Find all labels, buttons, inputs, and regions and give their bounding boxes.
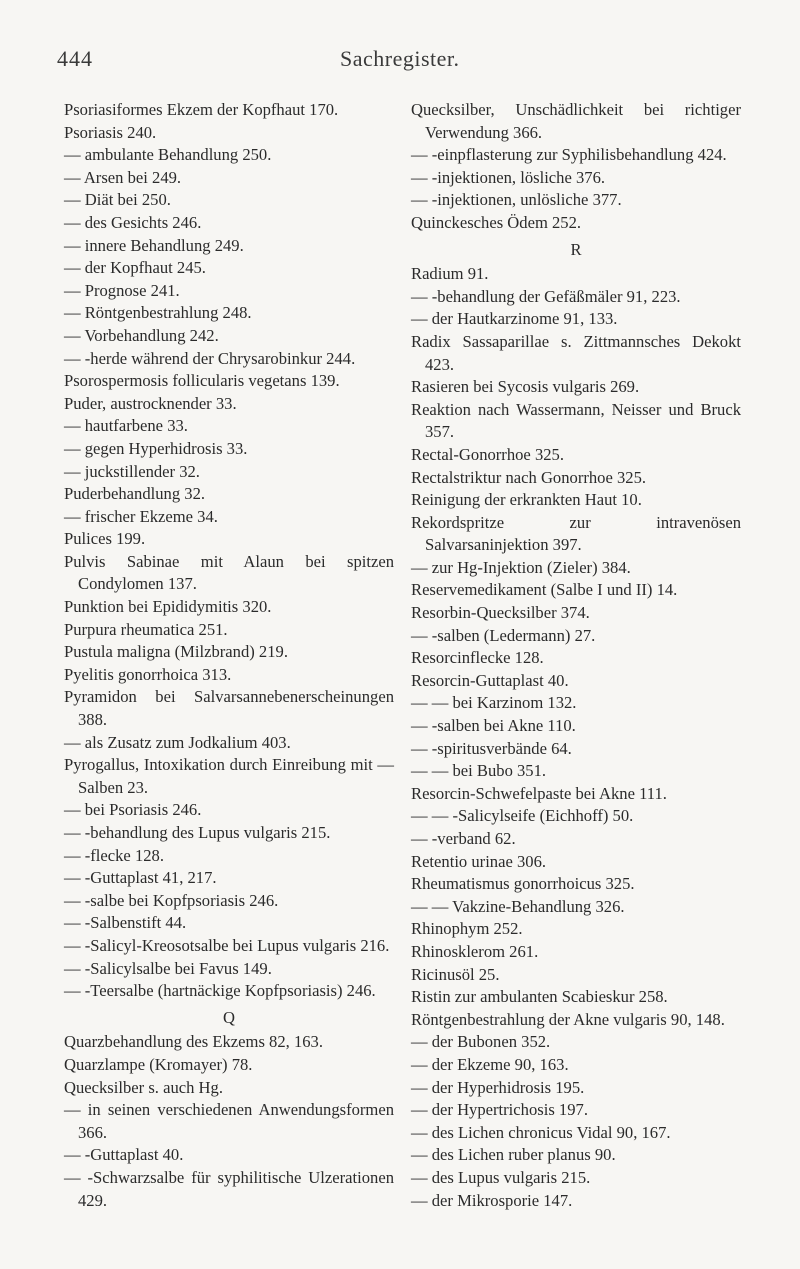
index-entry: — -spiritusverbände 64.: [411, 738, 572, 758]
index-entry: — — -Salicylseife (Eichhoff) 50.: [411, 806, 634, 826]
index-entry: Resorcinflecke 128.: [411, 648, 544, 668]
index-entry: — -injektionen, unlösliche 377.: [411, 190, 622, 210]
index-entry: Resorbin-Quecksilber 374.: [411, 603, 590, 623]
index-entry: — Röntgenbestrahlung 248.: [64, 303, 252, 323]
index-entry: — -herde während der Chrysarobinkur 244.: [64, 348, 356, 368]
index-entry: Psoriasis 240.: [64, 122, 157, 142]
index-entry: Punktion bei Epididymitis 320.: [64, 597, 272, 617]
index-entry: — innere Behandlung 249.: [64, 235, 244, 255]
index-entry: — — bei Bubo 351.: [411, 761, 547, 781]
index-list-q-continued: [411, 99, 741, 235]
index-entry: — der Mikrosporie 147.: [411, 1190, 573, 1210]
index-entry: — -injektionen, lösliche 376.: [411, 167, 606, 187]
index-entry: — der Ekzeme 90, 163.: [411, 1054, 569, 1074]
index-entry: — des Gesichts 246.: [64, 212, 202, 232]
index-entry: Resorcin-Schwefelpaste bei Akne 111.: [411, 783, 667, 803]
section-letter-q: Q: [223, 1007, 235, 1027]
index-entry: — -Schwarzsalbe für syphilitische Ulzerationen 429.: [64, 1167, 394, 1210]
index-list-p: [64, 99, 394, 1003]
index-entry: — -behandlung der Gefäßmäler 91, 223.: [411, 286, 681, 306]
index-entry: — zur Hg-Injektion (Zieler) 384.: [411, 557, 631, 577]
index-entry: — Vorbehandlung 242.: [64, 325, 219, 345]
index-entry: — ambulante Behandlung 250.: [64, 145, 272, 165]
index-list-r: [411, 263, 741, 1212]
index-entry: Rhinosklerom 261.: [411, 941, 539, 961]
index-entry: — -Salicylsalbe bei Favus 149.: [64, 958, 272, 978]
index-entry: Reservemedikament (Salbe I und II) 14.: [411, 580, 678, 600]
index-entry: Rasieren bei Sycosis vulgaris 269.: [411, 377, 640, 397]
index-entry: Rectalstriktur nach Gonorrhoe 325.: [411, 467, 647, 487]
index-entry: — -Guttaplast 40.: [64, 1145, 184, 1165]
index-entry: Puderbehandlung 32.: [64, 484, 206, 504]
index-entry: — des Lichen ruber planus 90.: [411, 1145, 616, 1165]
index-entry: Radium 91.: [411, 264, 489, 284]
index-entry: — -salbe bei Kopfpsoriasis 246.: [64, 890, 279, 910]
index-entry: — -einpflasterung zur Syphilisbehandlung 424.: [411, 145, 727, 165]
index-entry: — juckstillender 32.: [64, 461, 200, 481]
index-entry: Pyelitis gonorrhoica 313.: [64, 664, 232, 684]
index-entry: Resorcin-Guttaplast 40.: [411, 670, 569, 690]
index-entry: — -Teersalbe (hartnäckige Kopfpsoriasis) 246.: [64, 981, 376, 1001]
index-entry: Pustula maligna (Milzbrand) 219.: [64, 642, 288, 662]
index-entry: — -verband 62.: [411, 829, 516, 848]
index-entry: — Arsen bei 249.: [64, 167, 182, 187]
index-list-q: [64, 1031, 394, 1212]
index-column-right: [411, 99, 741, 1212]
index-entry: — als Zusatz zum Jodkalium 403.: [64, 732, 291, 752]
index-entry: — Diät bei 250.: [64, 190, 171, 210]
index-entry: Psoriasiformes Ekzem der Kopfhaut 170.: [64, 100, 339, 119]
index-entry: Pulvis Sabinae mit Alaun bei spitzen Condylomen 137.: [64, 551, 394, 594]
index-entry: Radix Sassaparillae s. Zittmannsches Dekokt 423.: [411, 331, 741, 374]
index-entry: — -salben bei Akne 110.: [411, 716, 576, 736]
index-entry: Rectal-Gonorrhoe 325.: [411, 444, 564, 464]
page-number: 444: [57, 46, 93, 71]
index-entry: Quecksilber s. auch Hg.: [64, 1077, 223, 1097]
index-entry: — frischer Ekzeme 34.: [64, 506, 218, 526]
index-entry: Pyramidon bei Salvarsannebenerscheinungen 388.: [64, 687, 394, 730]
index-entry: Quecksilber, Unschädlichkeit bei richtiger Verwendung 366.: [411, 100, 741, 142]
index-entry: Rheumatismus gonorrhoicus 325.: [411, 874, 635, 894]
index-entry: Ricinusöl 25.: [411, 964, 500, 984]
index-entry: Rhinophym 252.: [411, 919, 523, 939]
index-entry: — der Hypertrichosis 197.: [411, 1100, 588, 1120]
index-entry: — gegen Hyperhidrosis 33.: [64, 438, 248, 458]
index-entry: Quinckesches Ödem 252.: [411, 212, 582, 232]
index-entry: Rekordspritze zur intravenösen Salvarsaninjektion 397.: [411, 512, 741, 555]
index-entry: — -behandlung des Lupus vulgaris 215.: [64, 823, 331, 842]
index-entry: — -salben (Ledermann) 27.: [411, 625, 596, 645]
index-entry: Pyrogallus, Intoxikation durch Einreibung mit — Salben 23.: [64, 755, 394, 797]
index-column-left: [64, 99, 394, 1212]
index-entry: Ristin zur ambulanten Scabieskur 258.: [411, 987, 668, 1007]
index-entry: Psorospermosis follicularis vegetans 139.: [64, 371, 340, 391]
index-entry: — hautfarbene 33.: [64, 416, 188, 436]
index-entry: Reinigung der erkrankten Haut 10.: [411, 490, 642, 510]
running-head-title: Sachregister.: [340, 46, 460, 71]
index-entry: Quarzlampe (Kromayer) 78.: [64, 1054, 253, 1074]
index-entry: Reaktion nach Wassermann, Neisser und Bruck 357.: [411, 399, 741, 442]
index-entry: — bei Psoriasis 246.: [64, 800, 202, 820]
section-letter-r: R: [570, 239, 582, 259]
index-entry: — -Salicyl-Kreosotsalbe bei Lupus vulgaris 216.: [64, 935, 390, 955]
index-entry: — Prognose 241.: [64, 280, 180, 300]
index-entry: — der Bubonen 352.: [411, 1032, 551, 1052]
index-entry: — der Hautkarzinome 91, 133.: [411, 309, 618, 329]
index-entry: Puder, austrocknender 33.: [64, 393, 237, 413]
index-entry: Purpura rheumatica 251.: [64, 619, 228, 639]
index-entry: — -Guttaplast 41, 217.: [64, 868, 217, 888]
index-entry: — des Lichen chronicus Vidal 90, 167.: [411, 1122, 671, 1142]
index-entry: — des Lupus vulgaris 215.: [411, 1167, 591, 1187]
index-entry: — -Salbenstift 44.: [64, 913, 187, 933]
index-entry: — der Hyperhidrosis 195.: [411, 1077, 585, 1097]
index-entry: Quarzbehandlung des Ekzems 82, 163.: [64, 1032, 323, 1052]
index-entry: Retentio urinae 306.: [411, 851, 547, 871]
index-entry: Pulices 199.: [64, 529, 146, 549]
index-entry: — — Vakzine-Behandlung 326.: [411, 896, 625, 916]
index-entry: — in seinen verschiedenen Anwendungsformen 366.: [64, 1100, 394, 1142]
index-entry: — — bei Karzinom 132.: [411, 693, 577, 713]
index-entry: Röntgenbestrahlung der Akne vulgaris 90, 148.: [411, 1009, 725, 1029]
index-entry: — der Kopfhaut 245.: [64, 258, 206, 278]
index-entry: — -flecke 128.: [64, 845, 164, 865]
